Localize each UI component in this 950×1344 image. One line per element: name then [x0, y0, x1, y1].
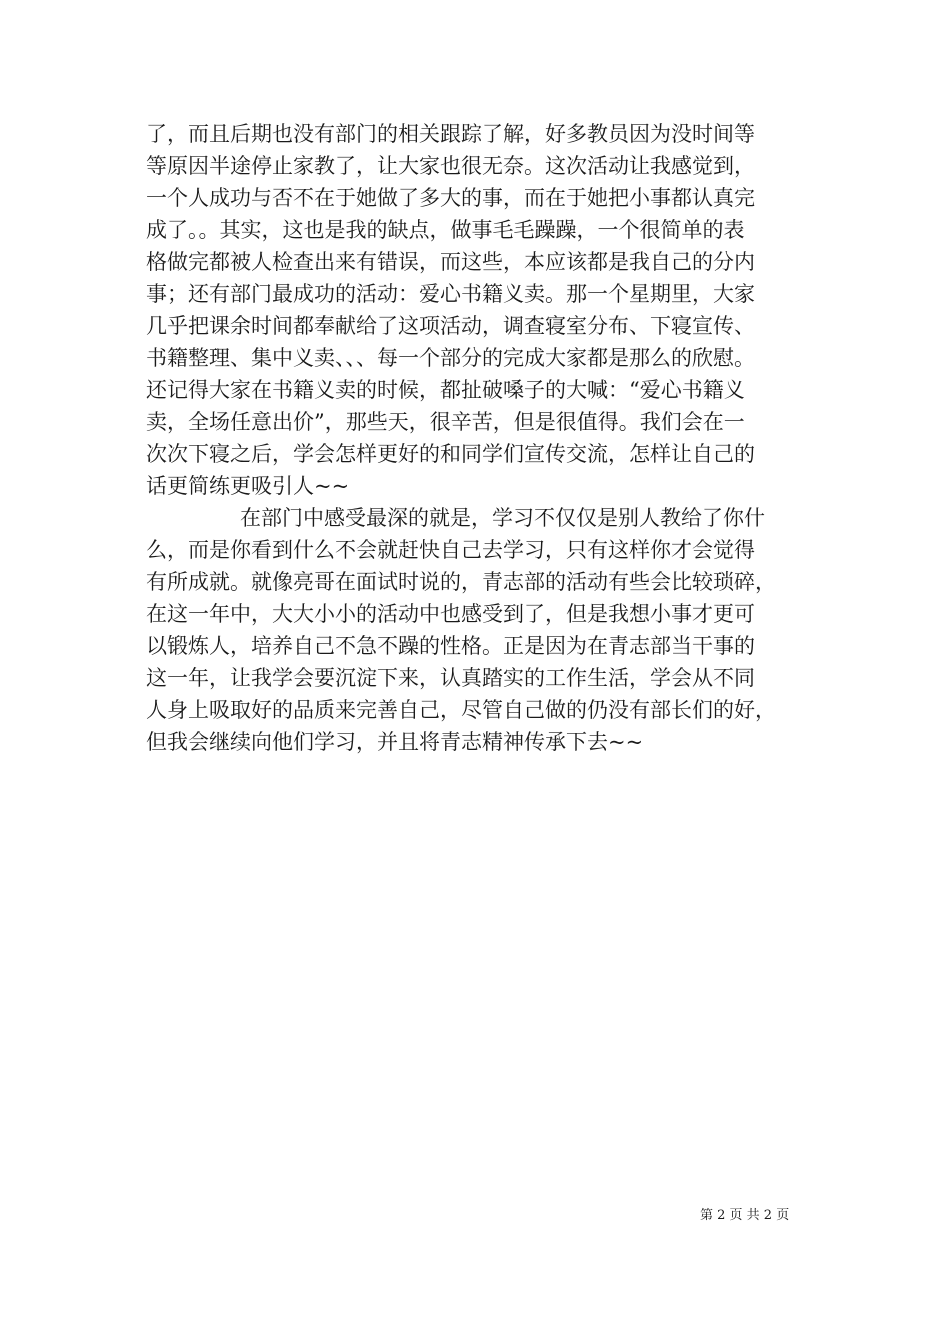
text-line: 一个人成功与否不在于她做了多大的事，而在于她把小事都认真完 — [146, 186, 755, 210]
document-body — [146, 118, 811, 758]
text-line: 这一年，让我学会要沉淀下来，认真踏实的工作生活，学会从不同 — [146, 666, 755, 690]
text-line: 话更简练更吸引人~~ — [146, 474, 350, 498]
text-line: 格做完都被人检查出来有错误，而这些，本应该都是我自己的分内 — [146, 250, 755, 274]
text-line: 在这一年中，大大小小的活动中也感受到了，但是我想小事才更可 — [146, 602, 755, 626]
text-line: 几乎把课余时间都奉献给了这项活动，调查寝室分布、下寝宣传、 — [146, 314, 755, 338]
text-line: 等原因半途停止家教了，让大家也很无奈。这次活动让我感觉到， — [146, 154, 755, 178]
text-line: 卖，全场任意出价”，那些天，很辛苦，但是很值得。我们会在一 — [146, 410, 745, 434]
text-line: 但我会继续向他们学习，并且将青志精神传承下去~~ — [146, 730, 644, 754]
text-line: 还记得大家在书籍义卖的时候，都扯破嗓子的大喊：“爱心书籍义 — [146, 378, 745, 402]
text-line: 书籍整理、集中义卖、、、每一个部分的完成大家都是那么的欣慰。 — [146, 346, 755, 370]
text-line: 么，而是你看到什么不会就赶快自己去学习，只有这样你才会觉得 — [146, 538, 755, 562]
page-number-footer: 第 2 页 共 2 页 — [700, 1208, 790, 1223]
text-line: 人身上吸取好的品质来完善自己，尽管自己做的仍没有部长们的好， — [146, 698, 776, 722]
text-line: 以锻炼人，培养自己不急不躁的性格。正是因为在青志部当干事的 — [146, 634, 755, 658]
text-line: 有所成就。就像亮哥在面试时说的，青志部的活动有些会比较琐碎， — [146, 570, 776, 594]
text-line: 事；还有部门最成功的活动：爱心书籍义卖。那一个星期里，大家 — [146, 282, 755, 306]
text-line: 在部门中感受最深的就是，学习不仅仅是别人教给了你什 — [240, 506, 765, 530]
text-line: 成了。。其实，这也是我的缺点，做事毛毛躁躁，一个很简单的表 — [146, 218, 745, 242]
text-line: 了，而且后期也没有部门的相关跟踪了解，好多教员因为没时间等 — [146, 122, 755, 146]
text-line: 次次下寝之后，学会怎样更好的和同学们宣传交流，怎样让自己的 — [146, 442, 755, 466]
